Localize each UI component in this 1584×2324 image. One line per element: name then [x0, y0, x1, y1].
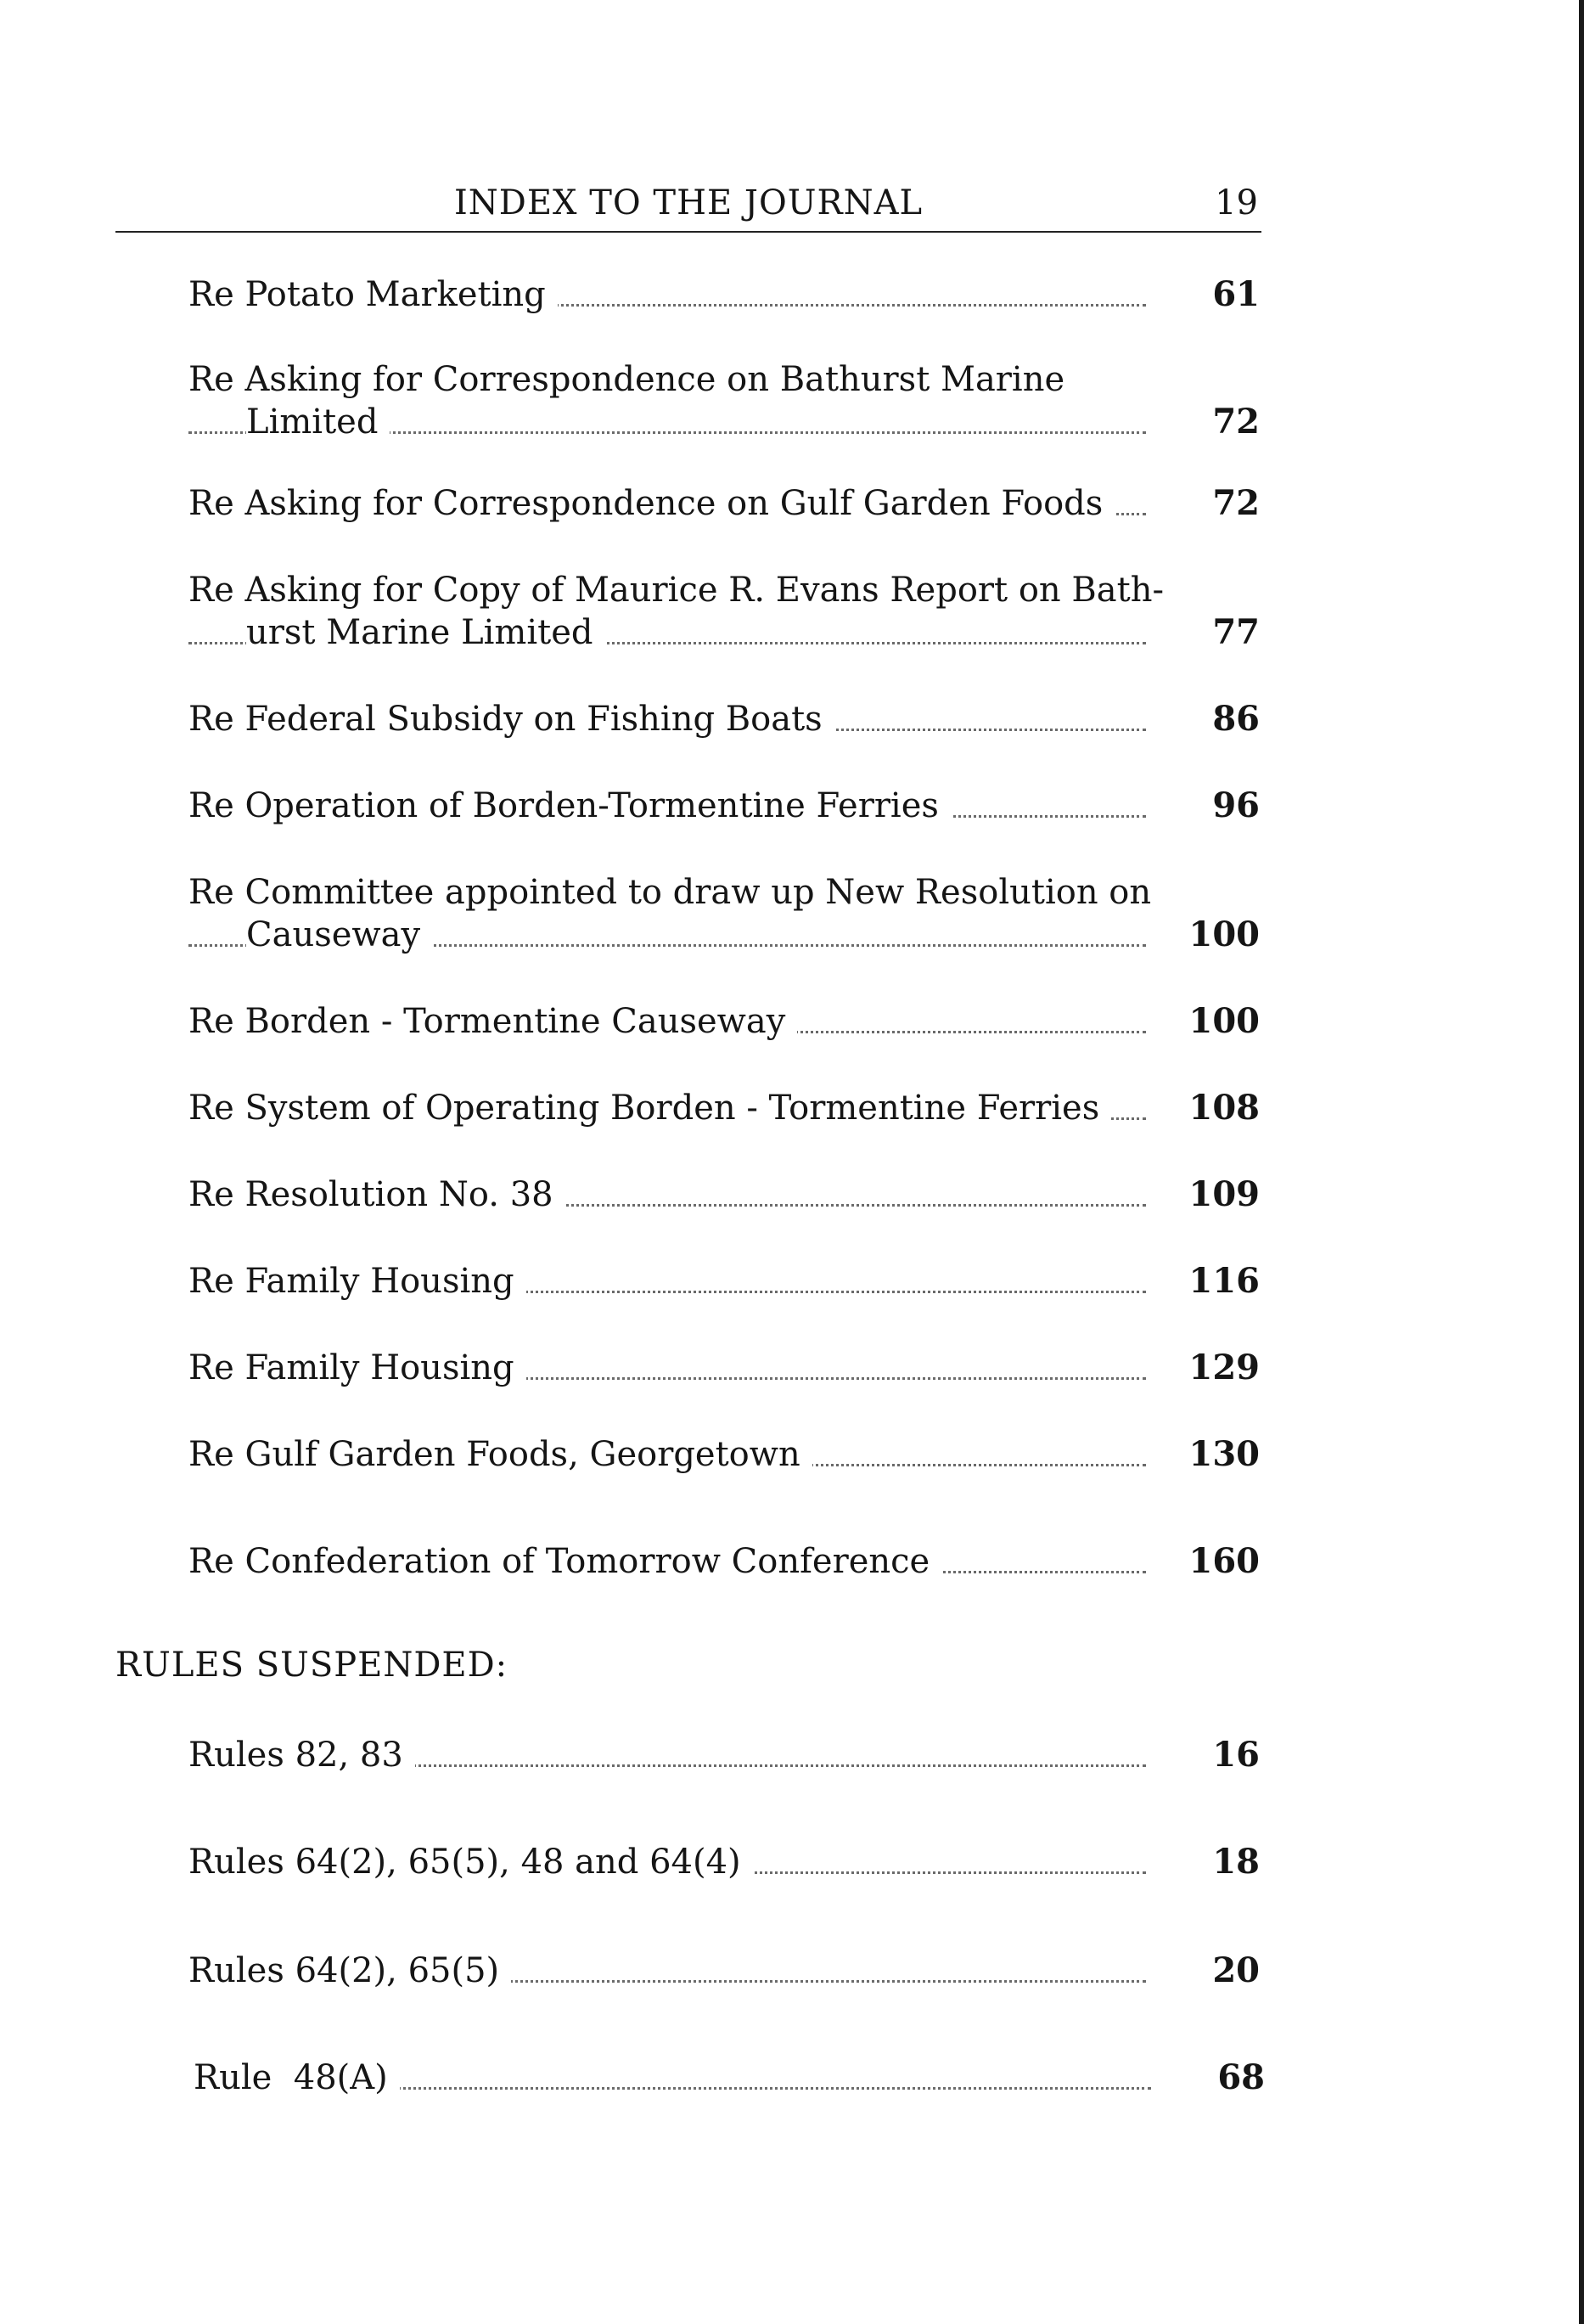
entry-text-line: Re Committee appointed to draw up New Resolution on — [188, 873, 1152, 912]
entry-text: Re Family Housing — [188, 1260, 526, 1303]
entry-page-number: 108 — [1188, 1088, 1260, 1128]
entry-page-number: 100 — [1188, 1001, 1260, 1041]
index-entry — [188, 1260, 1260, 1303]
entry-page-number: 160 — [1188, 1541, 1260, 1581]
entry-text: Re Borden - Tormentine Causeway — [188, 1000, 797, 1043]
entry-page-number: 96 — [1212, 785, 1260, 825]
index-entry — [188, 698, 1260, 740]
entry-page-number: 109 — [1188, 1174, 1260, 1214]
rules-entry — [194, 2057, 1265, 2099]
header-title: INDEX TO THE JOURNAL — [453, 183, 924, 222]
rules-entry — [188, 1734, 1260, 1776]
entry-text-continuation: Limited — [246, 401, 390, 443]
rules-entry — [188, 1841, 1260, 1883]
running-header — [115, 180, 1261, 233]
entry-page-number: 68 — [1217, 2057, 1265, 2097]
page-edge-shadow — [1579, 0, 1584, 2324]
index-entry — [188, 1433, 1260, 1476]
entry-page-number: 61 — [1212, 274, 1260, 314]
index-entry — [188, 482, 1260, 525]
index-entry — [188, 1347, 1260, 1389]
entry-page-number: 116 — [1188, 1261, 1260, 1301]
entry-text: Re Asking for Correspondence on Gulf Garden Foods — [188, 482, 1115, 525]
header-page-number: 19 — [1215, 183, 1258, 222]
entry-page-number: 100 — [1188, 914, 1260, 954]
entry-page-number: 72 — [1212, 402, 1260, 442]
entry-text: Rules 64(2), 65(5) — [188, 1950, 511, 1992]
entry-text-continuation: Causeway — [246, 914, 432, 956]
index-entry — [188, 273, 1260, 316]
entry-text: Re Family Housing — [188, 1347, 526, 1389]
entry-page-number: 129 — [1188, 1348, 1260, 1387]
entry-text-continuation: urst Marine Limited — [246, 611, 605, 654]
entry-text-line: Re Asking for Correspondence on Bathurst Marine — [188, 360, 1065, 399]
entry-text: Rules 64(2), 65(5), 48 and 64(4) — [188, 1841, 753, 1883]
entry-text: Rule 48(A) — [194, 2057, 400, 2099]
entry-text: Re Potato Marketing — [188, 273, 558, 316]
index-entry — [188, 871, 1260, 956]
entry-page-number: 86 — [1212, 699, 1260, 739]
entry-text: Re Federal Subsidy on Fishing Boats — [188, 698, 834, 740]
entry-text: Re Operation of Borden-Tormentine Ferries — [188, 785, 951, 827]
index-entry — [188, 1087, 1260, 1129]
entry-text-line: Re Asking for Copy of Maurice R. Evans Report on Bath- — [188, 571, 1164, 610]
entry-text: Rules 82, 83 — [188, 1734, 415, 1776]
rules-entry — [188, 1950, 1260, 1992]
entry-text: Re Resolution No. 38 — [188, 1173, 565, 1216]
entry-page-number: 20 — [1212, 1950, 1260, 1990]
entry-page-number: 77 — [1212, 612, 1260, 652]
index-entry — [188, 1000, 1260, 1043]
entry-text: Re System of Operating Borden - Tormentine Ferries — [188, 1087, 1111, 1129]
index-entry — [188, 569, 1260, 654]
section-heading-rules-suspended: RULES SUSPENDED: — [115, 1646, 508, 1685]
entry-page-number: 18 — [1212, 1842, 1260, 1882]
entry-text: Re Gulf Garden Foods, Georgetown — [188, 1433, 812, 1476]
index-entry — [188, 358, 1260, 443]
index-entry — [188, 785, 1260, 827]
entry-text: Re Confederation of Tomorrow Conference — [188, 1540, 941, 1583]
entry-page-number: 130 — [1188, 1434, 1260, 1474]
entry-page-number: 72 — [1212, 483, 1260, 523]
entry-page-number: 16 — [1212, 1735, 1260, 1775]
index-entry — [188, 1540, 1260, 1583]
index-entry — [188, 1173, 1260, 1216]
